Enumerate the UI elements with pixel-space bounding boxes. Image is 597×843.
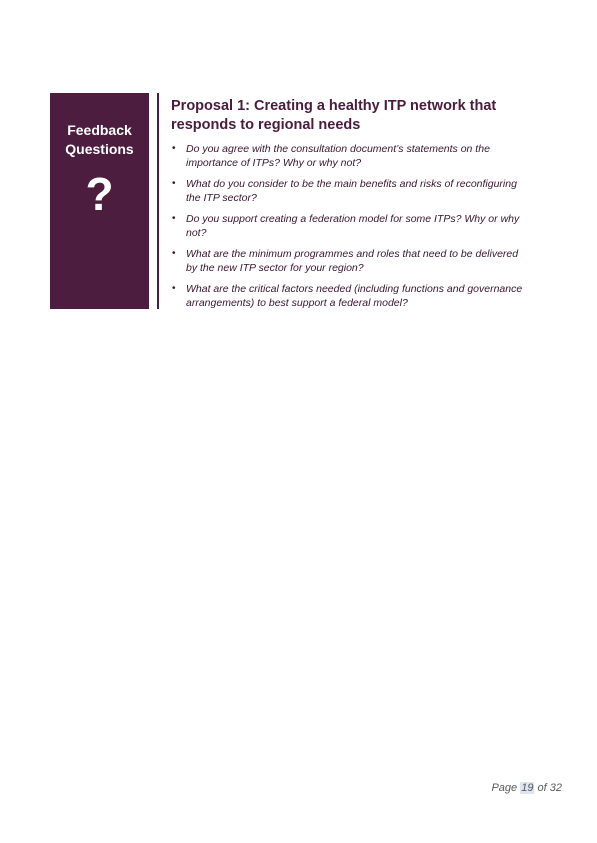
question-text: What are the critical factors needed (including functions and governance arrangements) to best support a federal model?: [186, 283, 523, 309]
page-number: 19: [521, 782, 534, 794]
question-list: [171, 142, 531, 310]
page-prefix: Page: [491, 782, 518, 794]
bullet-icon: •: [172, 283, 176, 294]
question-text: What do you consider to be the main benefits and risks of reconfiguring the ITP sector?: [186, 178, 517, 204]
vertical-divider: [157, 93, 159, 309]
list-item: [171, 212, 531, 240]
bullet-icon: •: [172, 213, 176, 224]
list-item: [171, 247, 531, 275]
list-item: [171, 177, 531, 205]
proposal-heading: Proposal 1: Creating a healthy ITP network that responds to regional needs: [171, 98, 497, 133]
page-footer: [491, 782, 562, 794]
page-suffix: of 32: [537, 782, 562, 794]
bullet-icon: •: [172, 143, 176, 154]
bullet-icon: •: [172, 178, 176, 189]
proposal-content: [171, 97, 531, 317]
feedback-questions-title: Feedback Questions: [65, 122, 134, 157]
feedback-questions-panel: [50, 93, 149, 309]
question-text: Do you agree with the consultation document’s statements on the importance of ITPs? Why or why not?: [186, 143, 490, 169]
question-text: Do you support creating a federation model for some ITPs? Why or why not?: [186, 213, 520, 239]
bullet-icon: •: [172, 248, 176, 259]
list-item: [171, 142, 531, 170]
question-mark-icon: ?: [85, 168, 114, 220]
question-text: What are the minimum programmes and roles that need to be delivered by the new ITP sector for your region?: [186, 248, 519, 274]
list-item: [171, 282, 531, 310]
